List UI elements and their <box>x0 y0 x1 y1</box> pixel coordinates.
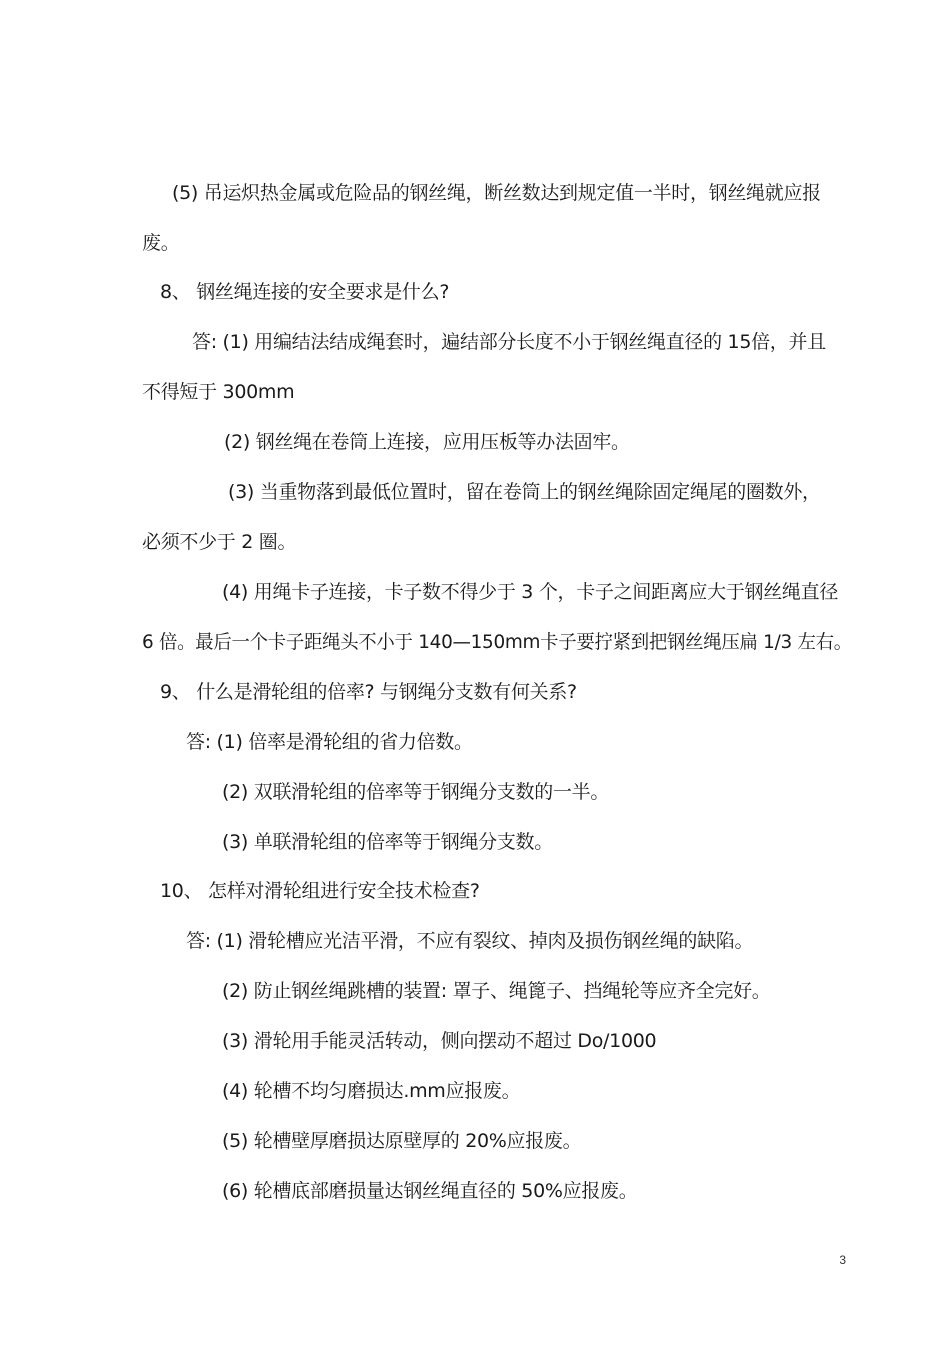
answer-10-item-2: (2) 防止钢丝绳跳槽的装置: 罩子、绳篦子、挡绳轮等应齐全完好。 <box>222 980 771 1002</box>
answer-8-item-4: (4) 用绳卡子连接，卡子数不得少于 3 个，卡子之间距离应大于钢丝绳直径 <box>222 581 839 603</box>
answer-8-item-1: 答: (1) 用编结法结成绳套时，遍结部分长度不小于钢丝绳直径的 15倍，并且 <box>192 331 826 353</box>
answer-9-item-3: (3) 单联滑轮组的倍率等于钢绳分支数。 <box>222 831 553 853</box>
answer-10-item-1: 答: (1) 滑轮槽应光洁平滑，不应有裂纹、掉肉及损伤钢丝绳的缺陷。 <box>186 930 754 952</box>
answer-8-item-1-continued: 不得短于 300mm <box>142 381 295 403</box>
answer-8-item-4-continued: 6 倍。最后一个卡子距绳头不小于 140—150mm卡子要拧紧到把钢丝绳压扁 1/3 左右。 <box>142 631 852 653</box>
answer-10-item-4: (4) 轮槽不均匀磨损达.mm应报废。 <box>222 1080 521 1102</box>
answer-9-item-1: 答: (1) 倍率是滑轮组的省力倍数。 <box>186 731 473 753</box>
question-8-heading: 8、 钢丝绳连接的安全要求是什么? <box>160 281 450 303</box>
question-9-heading: 9、 什么是滑轮组的倍率? 与钢绳分支数有何关系? <box>160 681 577 703</box>
answer-10-item-6: (6) 轮槽底部磨损量达钢丝绳直径的 50%应报废。 <box>222 1180 638 1202</box>
answer-8-item-2: (2) 钢丝绳在卷筒上连接，应用压板等办法固牢。 <box>224 431 630 453</box>
text-line-item-5-continued: 废。 <box>142 232 180 254</box>
answer-10-item-5: (5) 轮槽壁厚磨损达原壁厚的 20%应报废。 <box>222 1130 582 1152</box>
answer-10-item-3: (3) 滑轮用手能灵活转动，侧向摆动不超过 Do/1000 <box>222 1030 657 1052</box>
question-10-heading: 10、 怎样对滑轮组进行安全技术检查? <box>160 880 480 902</box>
text-line-item-5-wire-rope-hot-metal: (5) 吊运炽热金属或危险品的钢丝绳，断丝数达到规定值一半时，钢丝绳就应报 <box>172 182 821 204</box>
answer-8-item-3: (3) 当重物落到最低位置时，留在卷筒上的钢丝绳除固定绳尾的圈数外， <box>228 481 821 503</box>
answer-9-item-2: (2) 双联滑轮组的倍率等于钢绳分支数的一半。 <box>222 781 610 803</box>
page-number: 3 <box>839 1253 846 1267</box>
answer-8-item-3-continued: 必须不少于 2 圈。 <box>142 531 297 553</box>
